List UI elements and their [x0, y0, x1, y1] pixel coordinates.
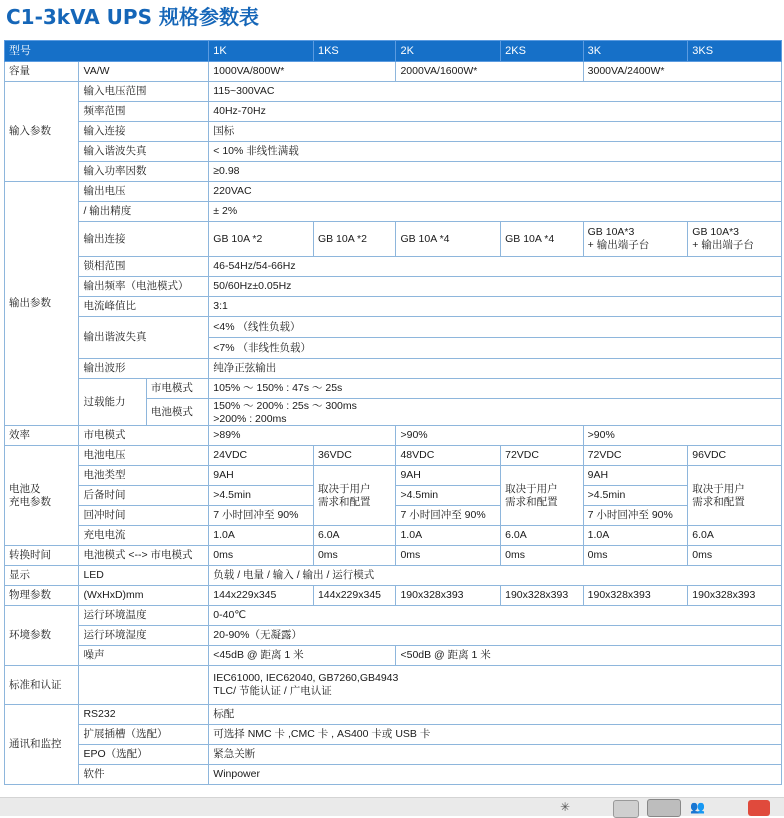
- output-row: [5, 297, 782, 317]
- category-transfer: 转换时间: [5, 546, 79, 566]
- row-label: 后备时间: [79, 486, 209, 506]
- cell-value: 50/60Hz±0.05Hz: [209, 277, 782, 297]
- cell-value: 可选择 NMC 卡 ,CMC 卡 , AS400 卡或 USB 卡: [209, 725, 782, 745]
- category-efficiency: 效率: [5, 426, 79, 446]
- output-row: [5, 359, 782, 379]
- cell-line: + 输出端子台: [587, 239, 650, 251]
- physical-row: [5, 586, 782, 606]
- row-label: EPO（选配）: [79, 745, 209, 765]
- cell-value: 0ms: [583, 546, 688, 566]
- cell-value: GB 10A *4: [501, 222, 584, 257]
- cell-value: 72VDC: [501, 446, 584, 466]
- cell-line: 需求和配置: [692, 495, 745, 508]
- sub-label: 市电模式: [146, 379, 208, 399]
- cell-value: 0ms: [396, 546, 501, 566]
- cell-line: 需求和配置: [317, 495, 371, 508]
- cell-value: 115~300VAC: [209, 82, 782, 102]
- cell-value: 9AH: [209, 466, 314, 486]
- row-label: 输出频率（电池模式）: [79, 277, 209, 297]
- cell-value: 36VDC: [313, 446, 396, 466]
- cell-value: [688, 222, 782, 257]
- cell-line: 取决于用户: [317, 482, 371, 495]
- battery-row: [5, 446, 782, 466]
- cell-value: 9AH: [396, 466, 501, 486]
- cell-value: 负载 / 电量 / 输入 / 输出 / 运行模式: [209, 566, 782, 586]
- header-3k: 3K: [583, 41, 688, 62]
- capacity-row: [5, 62, 782, 82]
- output-row: [5, 317, 782, 338]
- cell-value: 1000VA/800W*: [209, 62, 396, 82]
- cell-value: 40Hz-70Hz: [209, 102, 782, 122]
- cell-value: 72VDC: [583, 446, 688, 466]
- row-label: 电池模式 <--> 市电模式: [79, 546, 209, 566]
- standards-row: [5, 666, 782, 705]
- header-1k: 1K: [209, 41, 314, 62]
- comm-row: [5, 745, 782, 765]
- category-capacity: 容量: [5, 62, 79, 82]
- output-row: [5, 379, 782, 399]
- cell-value: < 10% 非线性满载: [209, 142, 782, 162]
- comm-row: [5, 765, 782, 785]
- cell-line: 取决于用户: [692, 482, 745, 495]
- loading-spinner-icon: ✳: [560, 800, 571, 814]
- env-row: [5, 646, 782, 666]
- cell-value: 纯净正弦输出: [209, 359, 782, 379]
- video-icon[interactable]: [748, 800, 770, 816]
- cell-value: 7 小时回冲至 90%: [396, 506, 501, 526]
- cell-value: <4% （线性负载）: [209, 317, 782, 338]
- cell-value: ± 2%: [209, 202, 782, 222]
- cell-line: 需求和配置: [505, 495, 558, 508]
- cell-value: [501, 466, 584, 526]
- cell-value: 9AH: [583, 466, 688, 486]
- row-label: VA/W: [79, 62, 209, 82]
- cell-value: 190x328x393: [688, 586, 782, 606]
- transfer-row: [5, 546, 782, 566]
- card-icon[interactable]: [647, 799, 681, 817]
- output-row: [5, 202, 782, 222]
- row-label: 频率范围: [79, 102, 209, 122]
- row-label: 输入功率因数: [79, 162, 209, 182]
- cell-value: [313, 466, 396, 526]
- cell-line: 取决于用户: [505, 482, 558, 495]
- comm-row: [5, 705, 782, 725]
- row-label: [79, 666, 209, 705]
- cell-value: 190x328x393: [583, 586, 688, 606]
- row-label: 市电模式: [79, 426, 209, 446]
- efficiency-row: [5, 426, 782, 446]
- row-label: 输入谐波失真: [79, 142, 209, 162]
- row-label: 输出波形: [79, 359, 209, 379]
- cell-value: [209, 666, 782, 705]
- cell-value: >89%: [209, 426, 396, 446]
- row-label: 运行环境温度: [79, 606, 209, 626]
- cell-value: 6.0A: [501, 526, 584, 546]
- cell-value: >4.5min: [209, 486, 314, 506]
- row-label: 输出谐波失真: [79, 317, 209, 359]
- comm-row: [5, 725, 782, 745]
- cell-value: 3:1: [209, 297, 782, 317]
- header-2k: 2K: [396, 41, 501, 62]
- cell-value: 144x229x345: [209, 586, 314, 606]
- cell-value: 3000VA/2400W*: [583, 62, 781, 82]
- cell-value: ≥0.98: [209, 162, 782, 182]
- row-label: 输入电压范围: [79, 82, 209, 102]
- cell-value: GB 10A *2: [209, 222, 314, 257]
- cell-value: 6.0A: [313, 526, 396, 546]
- cell-value: >200% : 200ms: [209, 412, 782, 426]
- cell-line: IEC61000, IEC62040, GB7260,GB4943: [213, 672, 399, 684]
- cell-value: 1.0A: [396, 526, 501, 546]
- cell-line: GB 10A*3: [587, 226, 635, 238]
- cell-value: 0-40℃: [209, 606, 782, 626]
- cell-value: >90%: [583, 426, 781, 446]
- output-row: [5, 182, 782, 202]
- output-row: [5, 257, 782, 277]
- category-standards: 标准和认证: [5, 666, 79, 705]
- row-label: 充电电流: [79, 526, 209, 546]
- category-output: 输出参数: [5, 182, 79, 426]
- window-icon[interactable]: [613, 800, 639, 818]
- input-row: [5, 102, 782, 122]
- row-label: 软件: [79, 765, 209, 785]
- cell-value: 6.0A: [688, 526, 782, 546]
- cell-value: 105% 〜 150% : 47s 〜 25s: [209, 379, 782, 399]
- battery-row: [5, 466, 782, 486]
- cell-value: 1.0A: [583, 526, 688, 546]
- spec-table: [4, 40, 782, 785]
- cell-value: 7 小时回冲至 90%: [209, 506, 314, 526]
- category-display: 显示: [5, 566, 79, 586]
- cell-line: GB 10A*3: [692, 226, 739, 238]
- cell-value: 0ms: [209, 546, 314, 566]
- header-3ks: 3KS: [688, 41, 782, 62]
- cell-value: 144x229x345: [313, 586, 396, 606]
- header-row: [5, 41, 782, 62]
- row-label: 扩展插槽（选配）: [79, 725, 209, 745]
- row-label: / 输出精度: [79, 202, 209, 222]
- row-label: 输出电压: [79, 182, 209, 202]
- cell-line: TLC/ 节能认证 / 广电认证: [213, 685, 332, 697]
- cell-value: >4.5min: [583, 486, 688, 506]
- cell-value: 0ms: [688, 546, 782, 566]
- cell-value: 1.0A: [209, 526, 314, 546]
- cell-value: 220VAC: [209, 182, 782, 202]
- row-label: 运行环境湿度: [79, 626, 209, 646]
- display-row: [5, 566, 782, 586]
- cell-value: 190x328x393: [396, 586, 501, 606]
- category-line: 充电参数: [9, 495, 51, 508]
- row-label: 电流峰值比: [79, 297, 209, 317]
- cell-value: >90%: [396, 426, 583, 446]
- row-label: 电池类型: [79, 466, 209, 486]
- cell-line: + 输出端子台: [692, 239, 754, 251]
- input-row: [5, 82, 782, 102]
- cell-value: 48VDC: [396, 446, 501, 466]
- header-1ks: 1KS: [313, 41, 396, 62]
- env-row: [5, 626, 782, 646]
- cell-value: <45dB @ 距离 1 米: [209, 646, 396, 666]
- output-row: [5, 222, 782, 257]
- output-row: [5, 277, 782, 297]
- category-battery: [5, 446, 79, 546]
- input-row: [5, 162, 782, 182]
- cell-value: <50dB @ 距离 1 米: [396, 646, 782, 666]
- header-2ks: 2KS: [501, 41, 584, 62]
- category-line: 电池及: [9, 482, 41, 495]
- input-row: [5, 122, 782, 142]
- row-label: 过载能力: [79, 379, 146, 426]
- header-model: 型号: [5, 41, 209, 62]
- cell-value: >4.5min: [396, 486, 501, 506]
- input-row: [5, 142, 782, 162]
- row-label: LED: [79, 566, 209, 586]
- row-label: RS232: [79, 705, 209, 725]
- row-label: (WxHxD)mm: [79, 586, 209, 606]
- env-row: [5, 606, 782, 626]
- row-label: 噪声: [79, 646, 209, 666]
- row-label: 回冲时间: [79, 506, 209, 526]
- cell-value: [583, 222, 688, 257]
- cell-value: GB 10A *2: [313, 222, 396, 257]
- row-label: 锁相范围: [79, 257, 209, 277]
- cell-value: <7% （非线性负载）: [209, 338, 782, 359]
- cell-value: Winpower: [209, 765, 782, 785]
- category-env: 环境参数: [5, 606, 79, 666]
- cell-value: 96VDC: [688, 446, 782, 466]
- cell-value: 7 小时回冲至 90%: [583, 506, 688, 526]
- cell-value: 国标: [209, 122, 782, 142]
- sub-label: 电池模式: [146, 399, 208, 426]
- cell-value: 紧急关断: [209, 745, 782, 765]
- cell-value: 46-54Hz/54-66Hz: [209, 257, 782, 277]
- row-label: 电池电压: [79, 446, 209, 466]
- cell-value: [688, 466, 782, 526]
- cell-value: 2000VA/1600W*: [396, 62, 583, 82]
- cell-value: 20-90%（无凝露）: [209, 626, 782, 646]
- cell-value: GB 10A *4: [396, 222, 501, 257]
- cell-value: 0ms: [501, 546, 584, 566]
- cell-value: 190x328x393: [501, 586, 584, 606]
- cell-value: 0ms: [313, 546, 396, 566]
- category-physical: 物理参数: [5, 586, 79, 606]
- category-input: 输入参数: [5, 82, 79, 182]
- cell-value: 150% 〜 200% : 25s 〜 300ms: [209, 399, 782, 413]
- cell-value: 24VDC: [209, 446, 314, 466]
- people-icon[interactable]: 👥: [690, 800, 705, 814]
- page-title: C1-3kVA UPS 规格参数表: [6, 5, 259, 29]
- battery-row: [5, 526, 782, 546]
- row-label: 输出连接: [79, 222, 209, 257]
- row-label: 输入连接: [79, 122, 209, 142]
- category-comm: 通讯和监控: [5, 705, 79, 785]
- cell-value: 标配: [209, 705, 782, 725]
